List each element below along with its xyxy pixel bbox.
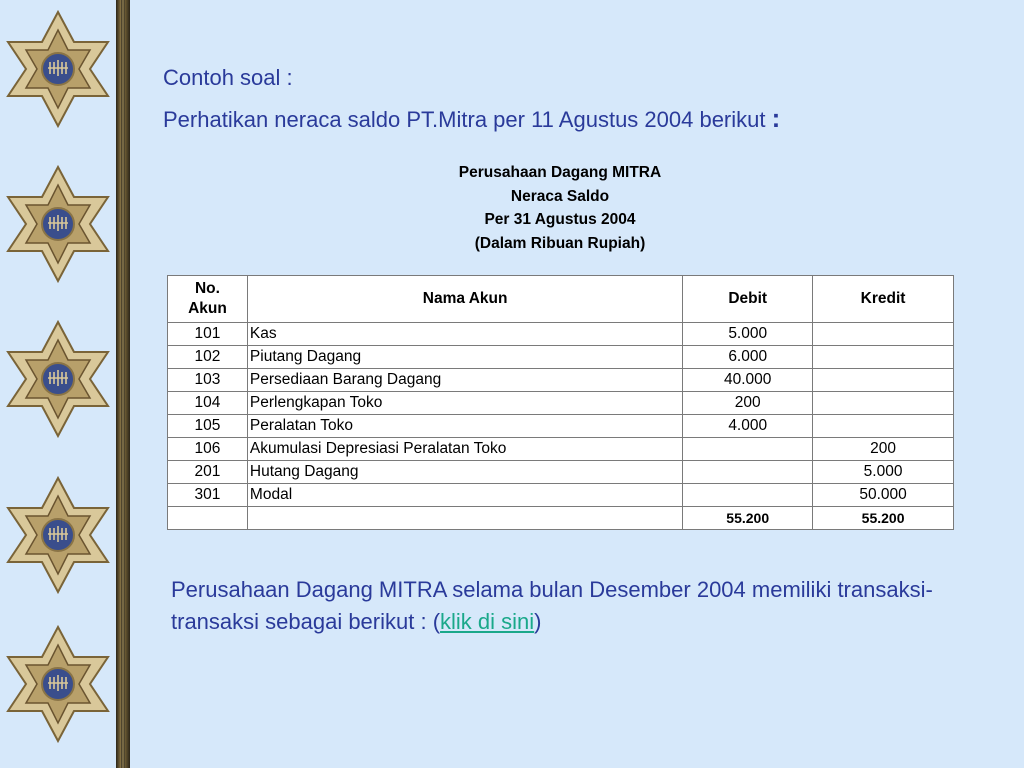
cell-account-name: Perlengkapan Toko: [247, 392, 682, 415]
table-total-row: [168, 507, 954, 530]
cell-kredit: 5.000: [813, 461, 954, 484]
cell-kredit: [813, 369, 954, 392]
cell-debit: 6.000: [683, 346, 813, 369]
cell-total-kredit: 55.200: [813, 507, 954, 530]
decorative-pillar: [116, 0, 130, 768]
cell-account-name: Akumulasi Depresiasi Peralatan Toko: [247, 438, 682, 461]
header-no-line1: No.: [194, 280, 220, 297]
cell-account-no: 201: [168, 461, 248, 484]
intro-line-1: Contoh soal :: [163, 65, 293, 90]
cell-account-name: Kas: [247, 323, 682, 346]
cell-debit: 40.000: [683, 369, 813, 392]
table-header-row: [168, 276, 954, 323]
cell-account-name: Persediaan Barang Dagang: [247, 369, 682, 392]
star-emblem-icon: [4, 320, 112, 438]
cell-kredit: 200: [813, 438, 954, 461]
column-header-kredit: Kredit: [813, 276, 954, 323]
cell-account-name: Modal: [247, 484, 682, 507]
cell-debit: 5.000: [683, 323, 813, 346]
table-row: [168, 461, 954, 484]
cell-account-no: 106: [168, 438, 248, 461]
column-header-debit: Debit: [683, 276, 813, 323]
cell-total-name: [247, 507, 682, 530]
star-emblem-icon: [4, 165, 112, 283]
cell-account-no: 103: [168, 369, 248, 392]
report-heading: [380, 161, 740, 255]
cell-debit: [683, 438, 813, 461]
header-no-line2: Akun: [188, 300, 227, 317]
cell-account-no: 301: [168, 484, 248, 507]
report-unit: (Dalam Ribuan Rupiah): [474, 234, 646, 252]
cell-debit: 200: [683, 392, 813, 415]
intro-line-2: [163, 98, 780, 140]
table-row: [168, 323, 954, 346]
cell-account-no: 104: [168, 392, 248, 415]
column-header-account-no: [168, 276, 248, 323]
cell-kredit: [813, 415, 954, 438]
cell-kredit: [813, 392, 954, 415]
report-date: Per 31 Agustus 2004: [484, 211, 636, 228]
transaction-close-paren: ): [534, 609, 542, 634]
report-title: Neraca Saldo: [510, 187, 610, 205]
table-row: [168, 369, 954, 392]
cell-account-name: Piutang Dagang: [247, 346, 682, 369]
cell-kredit: 50.000: [813, 484, 954, 507]
table-row: [168, 484, 954, 507]
cell-debit: [683, 461, 813, 484]
cell-debit: [683, 484, 813, 507]
cell-debit: 4.000: [683, 415, 813, 438]
cell-account-name: Hutang Dagang: [247, 461, 682, 484]
table-row: [168, 415, 954, 438]
table-row: [168, 392, 954, 415]
intro-line-2-text: Perhatikan neraca saldo PT.Mitra per 11 Agustus 2004 berikut: [163, 107, 766, 132]
cell-total-no: [168, 507, 248, 530]
table-row: [168, 438, 954, 461]
intro-line-2-colon: :: [771, 103, 781, 133]
trial-balance-table: [167, 275, 954, 530]
decorative-border: [0, 0, 116, 768]
transaction-text: Perusahaan Dagang MITRA selama bulan Desember 2004 memiliki transaksi-transaksi sebagai berikut : (: [171, 577, 933, 634]
star-emblem-icon: [4, 10, 112, 128]
star-emblem-icon: [4, 625, 112, 743]
table-row: [168, 346, 954, 369]
cell-kredit: [813, 346, 954, 369]
cell-total-debit: 55.200: [683, 507, 813, 530]
cell-account-no: 101: [168, 323, 248, 346]
cell-kredit: [813, 323, 954, 346]
cell-account-no: 105: [168, 415, 248, 438]
column-header-account-name: Nama Akun: [247, 276, 682, 323]
cell-account-name: Peralatan Toko: [247, 415, 682, 438]
click-here-link[interactable]: klik di sini: [440, 609, 535, 634]
star-emblem-icon: [4, 476, 112, 594]
transaction-paragraph: [171, 574, 971, 638]
cell-account-no: 102: [168, 346, 248, 369]
company-name: Perusahaan Dagang MITRA: [458, 164, 662, 181]
intro-text: [163, 58, 780, 140]
